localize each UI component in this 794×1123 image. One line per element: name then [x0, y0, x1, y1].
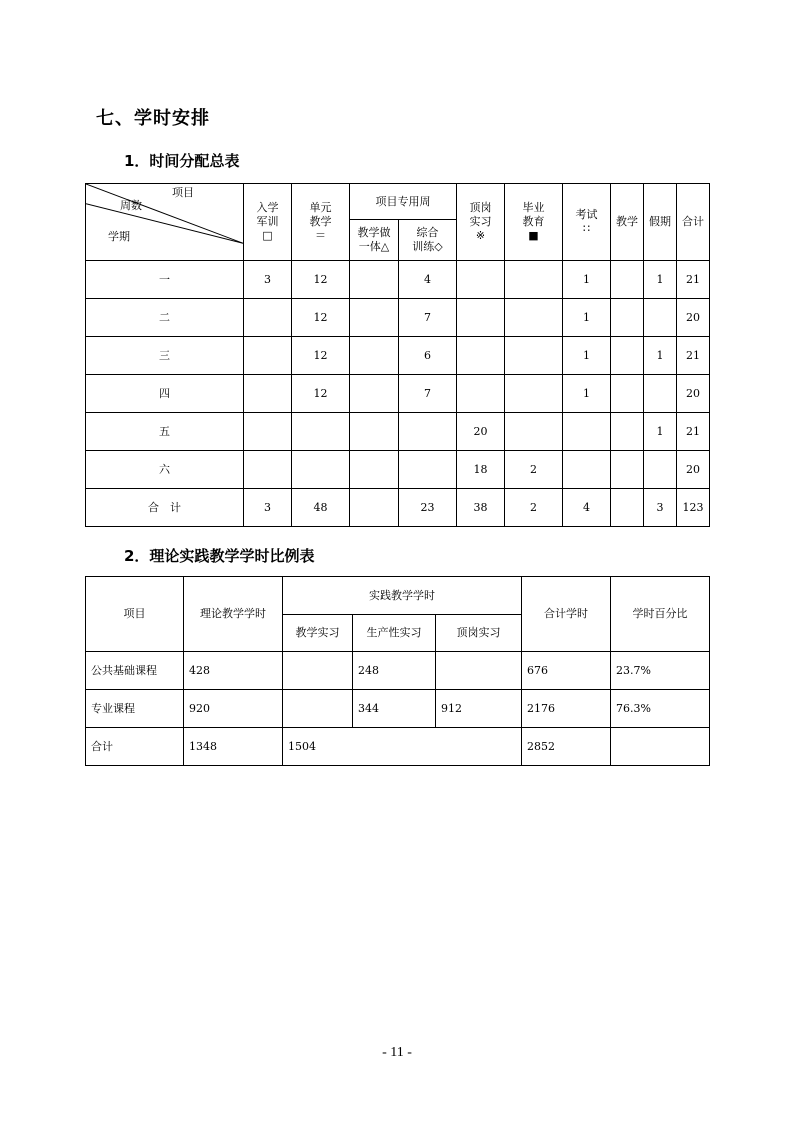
cell-c7: 1	[563, 261, 611, 299]
header-teaching-practice: 教学实习	[283, 615, 353, 652]
cell-c3	[350, 299, 399, 337]
table-row	[86, 261, 710, 299]
header-kaoshi-text: 考试 ∷	[575, 208, 598, 235]
cell-c10: 20	[677, 375, 710, 413]
header-ruxue-text: 入学 军训 □	[256, 201, 279, 242]
header-item: 项目	[86, 577, 184, 652]
cell-c10: 123	[677, 489, 710, 527]
header-kaoshi	[563, 184, 611, 261]
page-number: - 11 -	[382, 1045, 412, 1060]
cell-c3	[350, 413, 399, 451]
cell-c6	[505, 375, 563, 413]
cell-total: 676	[522, 652, 611, 690]
table2-title: 2．理论实践教学学时比例表	[124, 547, 315, 565]
table-row	[86, 413, 710, 451]
cell-term: 四	[86, 375, 244, 413]
cell-c5	[457, 337, 505, 375]
cell-term: 一	[86, 261, 244, 299]
cell-teaching-practice	[283, 690, 353, 728]
cell-c5	[457, 261, 505, 299]
table-row	[86, 451, 710, 489]
cell-c6	[505, 299, 563, 337]
table-row-total	[86, 728, 710, 766]
cell-c9: 3	[644, 489, 677, 527]
header-jiaoxuezuo	[350, 220, 399, 261]
cell-percent	[611, 728, 710, 766]
header-danyuan-text: 单元 教学 ＝	[309, 201, 332, 242]
cell-c7: 1	[563, 299, 611, 337]
table-row	[86, 337, 710, 375]
cell-term: 合 计	[86, 489, 244, 527]
cell-c8	[611, 375, 644, 413]
cell-term: 五	[86, 413, 244, 451]
diagonal-lines	[86, 184, 243, 260]
cell-internship	[436, 652, 522, 690]
cell-c5	[457, 375, 505, 413]
header-production-practice: 生产性实习	[353, 615, 436, 652]
cell-c2: 12	[292, 261, 350, 299]
cell-theory: 920	[184, 690, 283, 728]
cell-c8	[611, 337, 644, 375]
cell-practice-total: 1504	[283, 728, 522, 766]
cell-c2: 12	[292, 337, 350, 375]
cell-total: 2852	[522, 728, 611, 766]
cell-c4	[399, 451, 457, 489]
cell-c10: 20	[677, 451, 710, 489]
cell-c3	[350, 451, 399, 489]
table-row	[86, 375, 710, 413]
header-percent: 学时百分比	[611, 577, 710, 652]
cell-internship: 912	[436, 690, 522, 728]
cell-c5: 38	[457, 489, 505, 527]
table-row	[86, 652, 710, 690]
cell-c8	[611, 489, 644, 527]
header-jiaqi: 假期	[644, 184, 677, 261]
cell-term: 六	[86, 451, 244, 489]
cell-c3	[350, 375, 399, 413]
cell-c1	[244, 413, 292, 451]
header-biye	[505, 184, 563, 261]
cell-c7: 1	[563, 375, 611, 413]
cell-c2	[292, 451, 350, 489]
cell-production-practice: 344	[353, 690, 436, 728]
cell-c4: 7	[399, 299, 457, 337]
table-row	[86, 489, 710, 527]
cell-c1	[244, 375, 292, 413]
cell-c9	[644, 299, 677, 337]
header-dinggang-text: 顶岗 实习 ※	[469, 201, 492, 242]
cell-c6: 2	[505, 451, 563, 489]
header-zonghe	[399, 220, 457, 261]
header-ruxue	[244, 184, 292, 261]
cell-item: 合计	[86, 728, 184, 766]
cell-c9	[644, 375, 677, 413]
header-biye-text: 毕业 教育 ■	[522, 201, 545, 242]
header-total-hours: 合计学时	[522, 577, 611, 652]
cell-c8	[611, 299, 644, 337]
cell-c2: 48	[292, 489, 350, 527]
cell-item: 专业课程	[86, 690, 184, 728]
cell-c7	[563, 451, 611, 489]
cell-c10: 21	[677, 337, 710, 375]
header-jiaoxue: 教学	[611, 184, 644, 261]
cell-c6	[505, 261, 563, 299]
header-zonghe-text: 综合 训练◇	[412, 226, 443, 253]
cell-c5	[457, 299, 505, 337]
table-row	[86, 299, 710, 337]
cell-theory: 1348	[184, 728, 283, 766]
header-project-weeks: 项目专用周	[350, 184, 457, 220]
corner-label-weeks: 周数	[120, 199, 142, 212]
cell-c8	[611, 451, 644, 489]
cell-c7	[563, 413, 611, 451]
cell-c10: 21	[677, 413, 710, 451]
cell-c10: 20	[677, 299, 710, 337]
cell-c7: 1	[563, 337, 611, 375]
section-heading: 七、学时安排	[96, 108, 210, 129]
cell-item: 公共基础课程	[86, 652, 184, 690]
cell-c6	[505, 337, 563, 375]
cell-c3	[350, 337, 399, 375]
cell-term: 二	[86, 299, 244, 337]
cell-production-practice: 248	[353, 652, 436, 690]
cell-c1	[244, 451, 292, 489]
table1-title: 1．时间分配总表	[124, 152, 240, 170]
cell-c8	[611, 261, 644, 299]
cell-c5: 20	[457, 413, 505, 451]
cell-c6: 2	[505, 489, 563, 527]
cell-c3	[350, 261, 399, 299]
cell-c9: 1	[644, 337, 677, 375]
cell-percent: 76.3%	[611, 690, 710, 728]
header-practice-hours: 实践教学学时	[283, 577, 522, 615]
cell-c8	[611, 413, 644, 451]
corner-label-item: 项目	[172, 186, 194, 199]
cell-c7: 4	[563, 489, 611, 527]
cell-c10: 21	[677, 261, 710, 299]
cell-c6	[505, 413, 563, 451]
header-theory-hours: 理论教学学时	[184, 577, 283, 652]
cell-total: 2176	[522, 690, 611, 728]
header-internship: 顶岗实习	[436, 615, 522, 652]
cell-c4: 23	[399, 489, 457, 527]
header-jiaoxuezuo-text: 教学做 一体△	[357, 226, 391, 253]
cell-c9: 1	[644, 413, 677, 451]
cell-c1	[244, 299, 292, 337]
table-row	[86, 690, 710, 728]
header-danyuan	[292, 184, 350, 261]
theory-practice-ratio-table	[85, 576, 710, 766]
header-heji: 合计	[677, 184, 710, 261]
cell-c4	[399, 413, 457, 451]
diagonal-header-cell	[86, 184, 244, 261]
cell-c4: 4	[399, 261, 457, 299]
header-dinggang	[457, 184, 505, 261]
cell-c4: 7	[399, 375, 457, 413]
cell-c9	[644, 451, 677, 489]
cell-teaching-practice	[283, 652, 353, 690]
cell-c2	[292, 413, 350, 451]
cell-c9: 1	[644, 261, 677, 299]
cell-c1: 3	[244, 489, 292, 527]
time-allocation-table	[85, 183, 710, 527]
corner-label-term: 学期	[108, 230, 130, 243]
cell-c5: 18	[457, 451, 505, 489]
cell-theory: 428	[184, 652, 283, 690]
cell-c1: 3	[244, 261, 292, 299]
cell-c2: 12	[292, 299, 350, 337]
cell-c3	[350, 489, 399, 527]
cell-c4: 6	[399, 337, 457, 375]
cell-c1	[244, 337, 292, 375]
cell-term: 三	[86, 337, 244, 375]
cell-percent: 23.7%	[611, 652, 710, 690]
cell-c2: 12	[292, 375, 350, 413]
